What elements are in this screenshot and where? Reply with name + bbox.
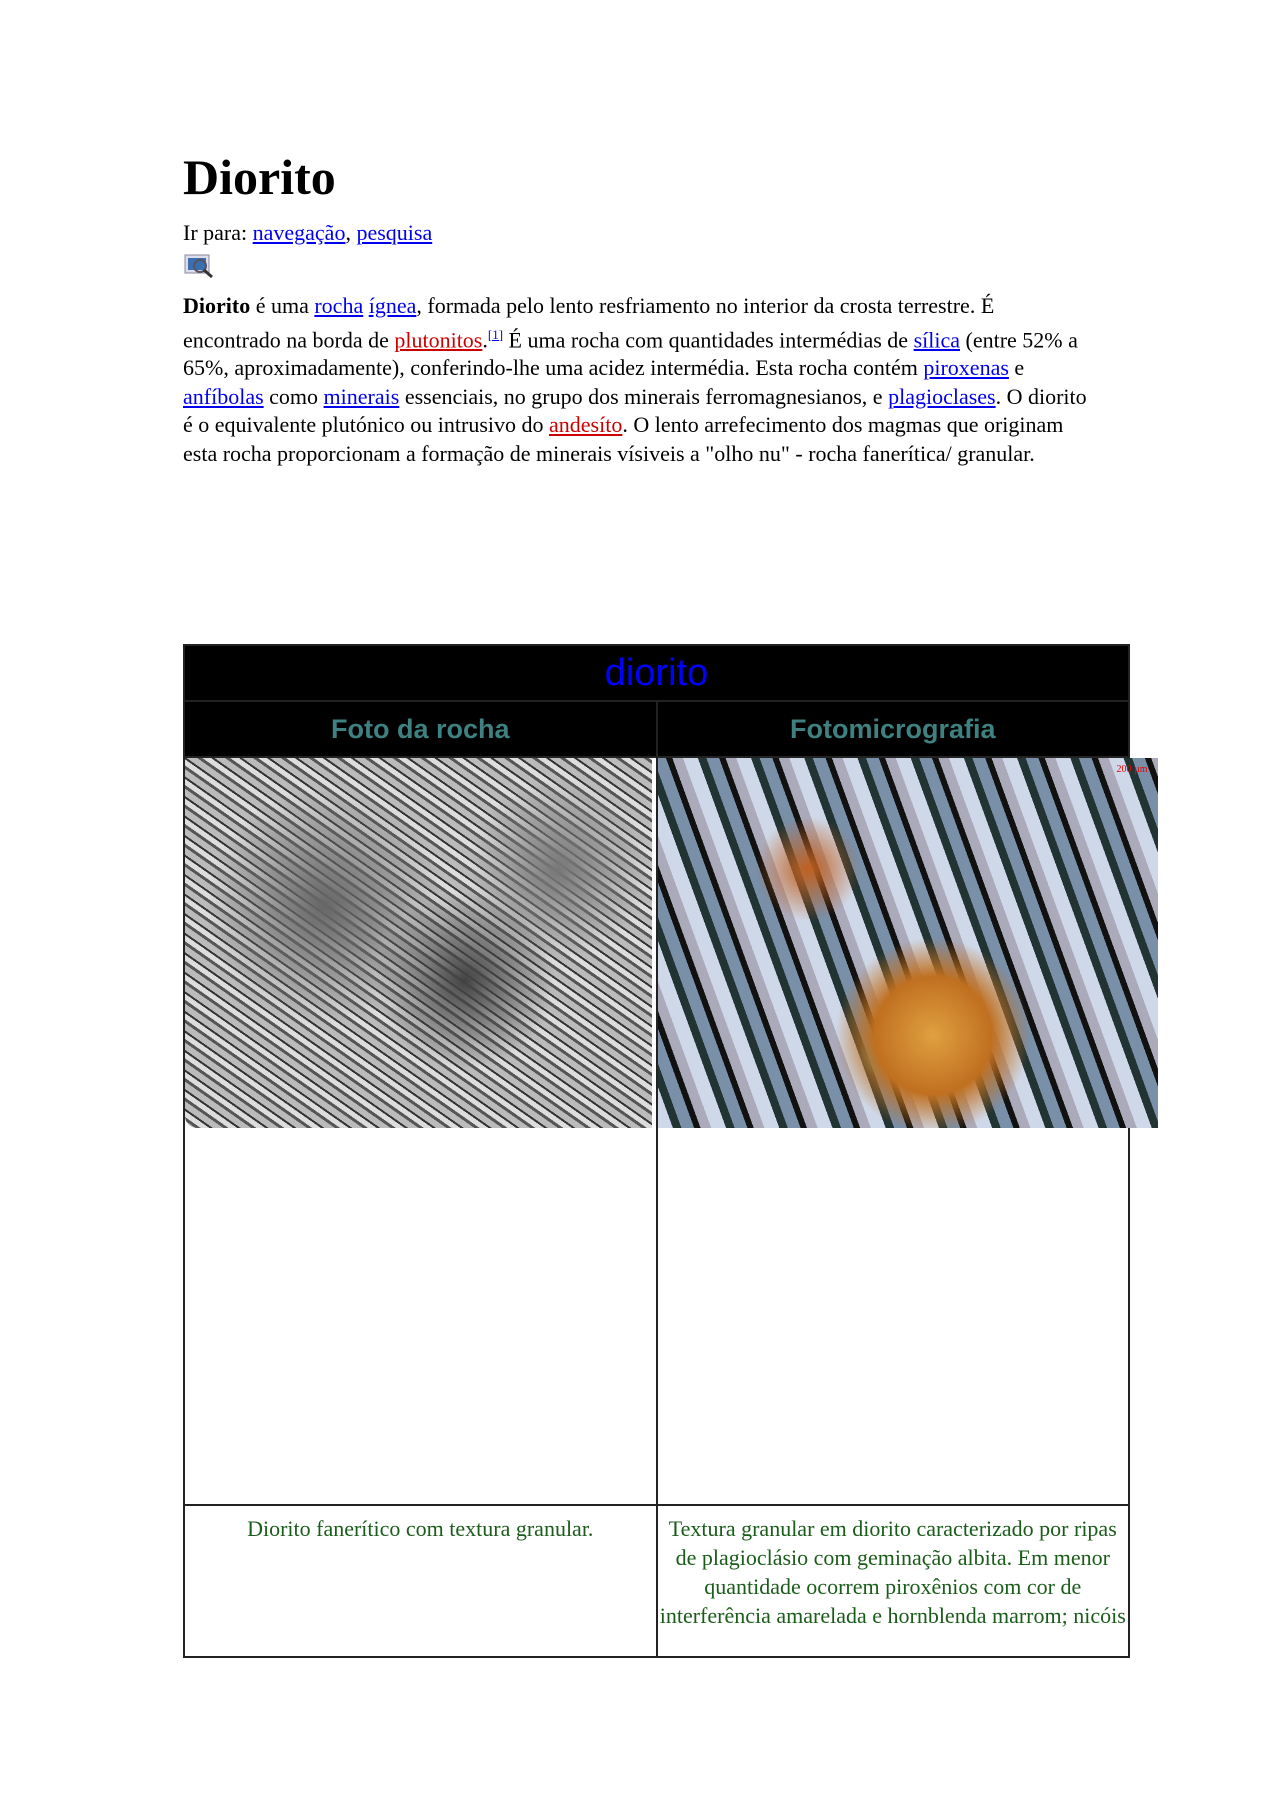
caption-rock: Diorito fanerítico com textura granular. bbox=[184, 1505, 657, 1657]
micrograph-photo[interactable] bbox=[658, 758, 1158, 1128]
link-minerais[interactable]: minerais bbox=[323, 383, 400, 409]
scale-bar-label: 200 µm bbox=[1116, 764, 1148, 775]
link-plutonitos[interactable]: plutonitos bbox=[394, 326, 483, 352]
text: (entre 52% a 65%, aproximadamente), conferindo-lhe uma acidez intermédia. Esta rocha contém bbox=[183, 326, 1078, 381]
text: , formada pelo lento resfriamento no interior da crosta terrestre. É encontrado na borda de bbox=[183, 293, 995, 352]
jump-label: Ir para: bbox=[183, 220, 253, 245]
magnifier-image-icon[interactable] bbox=[184, 253, 216, 279]
link-silica[interactable]: sílica bbox=[913, 326, 961, 352]
micrograph-cell bbox=[657, 757, 1148, 1505]
link-anfibolas[interactable]: anfíbolas bbox=[183, 383, 264, 409]
caption-micrograph: Textura granular em diorito caracterizado por ripas de plagioclásio com geminação albita. Em menor quantidade ocorrem piroxênios com cor de interferência amarelada e hornblenda marrom; nicóis bbox=[657, 1505, 1130, 1657]
text: como bbox=[263, 383, 324, 409]
page-title: Diorito bbox=[183, 149, 336, 205]
header-foto-rocha: Foto da rocha bbox=[184, 701, 657, 757]
text: É uma rocha com quantidades intermédias de bbox=[503, 326, 914, 352]
text: e bbox=[1008, 355, 1025, 381]
link-rocha[interactable]: rocha bbox=[314, 293, 364, 318]
intro-paragraph bbox=[183, 292, 1093, 468]
header-fotomicrografia: Fotomicrografia bbox=[657, 701, 1130, 757]
rock-infobox bbox=[183, 644, 1148, 1658]
link-pesquisa[interactable]: pesquisa bbox=[356, 220, 433, 245]
text: é uma bbox=[250, 293, 315, 318]
text: essenciais, no grupo dos minerais ferromagnesianos, e bbox=[399, 383, 889, 409]
separator: , bbox=[345, 220, 357, 245]
link-andesito[interactable]: andesíto bbox=[549, 412, 623, 438]
rock-photo-cell bbox=[184, 757, 657, 1505]
reference-link[interactable]: [1] bbox=[487, 326, 504, 342]
text: . O lento arrefecimento dos magmas que originam esta rocha proporcionam a formação de minerais vísiveis a "olho nu" - rocha fanerítica/ granular. bbox=[183, 412, 1064, 466]
link-piroxenas[interactable]: piroxenas bbox=[923, 355, 1009, 381]
bold-term: Diorito bbox=[183, 293, 251, 318]
link-plagioclases[interactable]: plagioclases bbox=[888, 383, 996, 409]
table-title: diorito bbox=[184, 645, 1129, 701]
text: . O diorito é o equivalente plutónico ou intrusivo do bbox=[183, 383, 1087, 438]
rock-photo[interactable] bbox=[185, 758, 652, 1128]
link-ignea[interactable]: ígnea bbox=[368, 293, 417, 318]
jump-to bbox=[183, 220, 432, 246]
text: . bbox=[482, 326, 488, 352]
link-navegacao[interactable]: navegação bbox=[252, 220, 346, 245]
